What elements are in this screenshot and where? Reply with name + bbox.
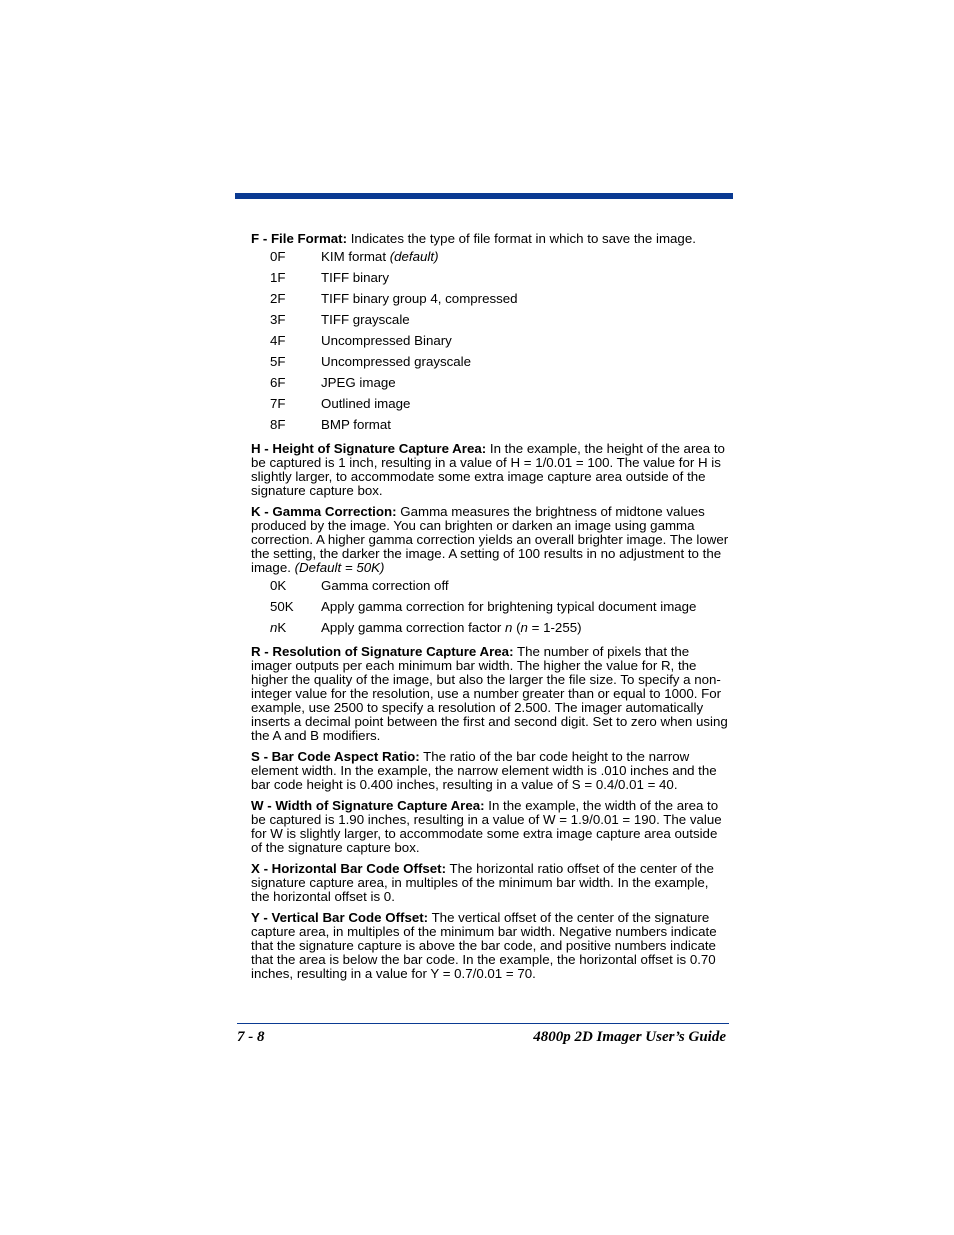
aspect-text: The ratio of the bar code height to the narrow element width. In the example, the narrow element width is .010 inches and the bar code height is 0.400 inches, resulting in a value of S = 0.4/0.01 = 40. [251,749,717,792]
option-desc: JPEG image [321,375,396,390]
file-format-paragraph [251,232,729,246]
gamma-label: K - Gamma Correction: [251,504,397,519]
page-footer [237,1029,726,1046]
option-desc: TIFF binary [321,270,389,285]
option-desc-b: ( [512,620,521,635]
option-row [251,246,729,267]
footer-rule [237,1023,729,1024]
option-desc: TIFF grayscale [321,312,410,327]
option-code: 8F [270,417,286,432]
option-desc: BMP format [321,417,391,432]
option-code: 0K [270,578,287,593]
x-offset-label: X - Horizontal Bar Code Offset: [251,861,447,876]
option-row [251,575,729,596]
option-desc [321,246,729,267]
option-desc-n2: n [520,620,528,635]
page-content [251,232,729,988]
option-code-k: K [277,620,287,635]
aspect-paragraph [251,750,729,792]
option-code: 5F [270,354,286,369]
height-label: H - Height of Signature Capture Area: [251,441,487,456]
option-desc: Outlined image [321,396,411,411]
gamma-options [251,575,729,638]
resolution-label: R - Resolution of Signature Capture Area: [251,644,514,659]
gamma-text: Gamma measures the brightness of midtone values produced by the image. You can brighten or darken an image using gamma correction. A higher gamma correction yields an overall brighter image. The lower the setting, the darker the image. A setting of 100 results in no adjustment to the image. [251,504,729,575]
option-code: 0F [270,249,286,264]
option-code: 3F [270,312,286,327]
x-offset-paragraph [251,862,729,904]
file-format-text: Indicates the type of file format in which to save the image. [347,231,696,246]
y-offset-text: The vertical offset of the center of the signature capture area, in multiples of the minimum bar width. Negative numbers indicate that the signature capture is above the bar code, and positive numbers indicate that the area is below the bar code. In the example, the horizontal offset is 0.70 inches, resulting in a value for Y = 0.7/0.01 = 70. [251,910,717,981]
option-desc-a: Apply gamma correction factor [321,620,506,635]
option-code: 1F [270,270,286,285]
option-code: 6F [270,375,286,390]
gamma-default-note: (Default = 50K) [294,560,385,575]
option-code [251,617,321,638]
option-code: 7F [270,396,286,411]
option-note: (default) [389,249,439,264]
option-code: 50K [270,599,294,614]
option-row [251,596,729,617]
width-label: W - Width of Signature Capture Area: [251,798,485,813]
option-desc-n: n [505,620,513,635]
option-row [251,351,729,372]
width-paragraph [251,799,729,855]
option-row [251,372,729,393]
option-desc-text: KIM format [321,249,390,264]
resolution-paragraph [251,645,729,743]
option-desc: Uncompressed Binary [321,333,452,348]
option-desc: Gamma correction off [321,578,449,593]
option-desc: Apply gamma correction for brightening typical document image [321,599,697,614]
option-desc: TIFF binary group 4, compressed [321,291,518,306]
resolution-text: The number of pixels that the imager outputs per each minimum bar width. The higher the value for R, the higher the quality of the image, but also the larger the file size. To specify a non-integer value for the resolution, use a number greater than or equal to 1000. For example, use 2500 to specify a resolution of 2.500. The imager automatically inserts a decimal point between the first and second digit. Set to zero when using the A and B modifiers. [251,644,728,743]
option-row [251,288,729,309]
file-format-options [251,246,729,435]
gamma-paragraph [251,505,729,575]
option-row [251,414,729,435]
x-offset-text: The horizontal ratio offset of the center of the signature capture area, in multiples of the minimum bar width. In the example, the horizontal offset is 0. [251,861,714,904]
option-code-n: n [270,620,278,635]
y-offset-label: Y - Vertical Bar Code Offset: [251,910,429,925]
y-offset-paragraph [251,911,729,981]
option-code: 2F [270,291,286,306]
file-format-label: F - File Format: [251,231,348,246]
option-row [251,330,729,351]
option-desc: Uncompressed grayscale [321,354,472,369]
option-row [251,617,729,638]
aspect-label: S - Bar Code Aspect Ratio: [251,749,420,764]
page-number: 7 - 8 [237,1029,265,1045]
guide-title: 4800p 2D Imager User’s Guide [533,1029,726,1045]
option-code: 4F [270,333,286,348]
width-text: In the example, the width of the area to be captured is 1.90 inches, resulting in a value of W = 1.9/0.01 = 190. The value for W is slightly larger, to accommodate some extra image capture area outside of the signature capture box. [251,798,722,855]
option-row [251,267,729,288]
option-row [251,309,729,330]
header-bar [235,193,733,199]
option-desc [321,617,729,638]
height-paragraph [251,442,729,498]
option-row [251,393,729,414]
option-desc-c: = 1-255) [527,620,582,635]
height-text: In the example, the height of the area to be captured is 1 inch, resulting in a value of H = 1/0.01 = 100. The value for H is slightly larger, to accommodate some extra image capture area outside of the signature capture box. [251,441,725,498]
